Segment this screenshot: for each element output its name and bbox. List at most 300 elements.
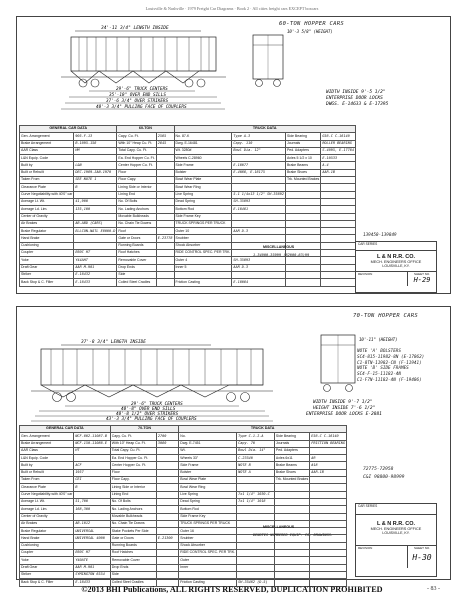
spec-value: ELLCON-NATL E6000-D — [74, 228, 117, 235]
spec-label: Brake Arrangement — [20, 440, 74, 447]
spec-value: 51,700 — [74, 498, 110, 505]
spec-value: E-16481 — [232, 206, 286, 213]
spec-label: Dwg. E-7451 — [179, 440, 237, 447]
table-row — [20, 213, 356, 220]
title-block — [355, 503, 437, 577]
spec-label: Running Boards — [110, 542, 156, 549]
spec-value: E-16432 — [74, 271, 117, 278]
spec-header-general: GENERAL CAR DATA — [20, 426, 111, 433]
spec-value — [156, 447, 178, 454]
spec-label: Average Lt. Wt. — [20, 198, 74, 205]
spec-value: 905-F-13 — [74, 133, 117, 140]
spec-value — [156, 191, 174, 198]
spec-label: Trk. Mounted Brakes — [274, 477, 309, 484]
spec-label: Lining Side or Interior — [110, 484, 156, 491]
spec-label: Built or Rebuilt — [20, 169, 74, 176]
spec-label: Ea. End Hopper Cu. Ft. — [110, 455, 156, 462]
table-row — [20, 147, 356, 154]
spec-value — [156, 220, 174, 227]
spec-value — [237, 484, 275, 491]
table-row — [20, 140, 356, 147]
spec-value — [310, 513, 347, 520]
spec-label: Back Stop & C. Filler — [20, 579, 74, 586]
spec-label: Shock Absorber — [179, 542, 237, 549]
spec-value — [321, 198, 356, 205]
spec-value — [232, 177, 286, 184]
spec-value: 1957 — [74, 469, 110, 476]
spec-label: Side Frame Key — [174, 213, 232, 220]
spec-header-row — [20, 426, 347, 433]
spec-header-tonnage: 60-TON — [117, 126, 174, 133]
spec-value: S-4095, E-17764 — [321, 147, 356, 154]
table-row — [20, 440, 347, 447]
spec-label: Brake Regulator — [20, 228, 74, 235]
spec-value: NOTE A — [237, 469, 275, 476]
spec-value — [74, 455, 110, 462]
spec-label: Outer — [179, 557, 237, 564]
revision-label: REVISION — [356, 546, 408, 568]
spec-table-h30 — [19, 425, 347, 587]
spec-label: AAR Class — [20, 147, 74, 154]
spec-label: Dead Spring — [179, 498, 237, 505]
spec-label: Inner — [179, 564, 237, 571]
spec-value: E60C HT — [74, 250, 117, 257]
spec-header-truck: TRUCK DATA — [174, 126, 355, 133]
table-row — [20, 220, 356, 227]
spec-label: Bolster — [174, 169, 232, 176]
sheet-no-label: SHEET NO. — [413, 546, 431, 550]
spec-label: Side Bearing — [274, 433, 309, 440]
spec-label — [285, 228, 320, 235]
spec-value: AB-ABD (CARS) — [74, 220, 117, 227]
spec-value — [156, 169, 174, 176]
spec-value — [156, 177, 174, 184]
spec-value: 168,300 — [74, 506, 110, 513]
spec-value: 7x1 1/4" 1030-C — [237, 491, 275, 498]
spec-value — [321, 271, 356, 278]
spec-value — [232, 271, 286, 278]
spec-label: Lining Side or Interior — [117, 184, 156, 191]
spec-label: Live Spring — [179, 491, 237, 498]
spec-label: Brake Arrangement — [20, 140, 74, 147]
spec-value: E-23778 — [156, 235, 174, 242]
table-row — [20, 550, 347, 557]
table-row — [20, 542, 347, 549]
spec-label: No. Chain Tie Downs — [117, 220, 156, 227]
spec-header-row — [20, 126, 356, 133]
spec-value: SH-35693 — [232, 257, 286, 264]
spec-label: Stake Pockets Per Side — [110, 528, 156, 535]
spec-label: Air Brakes — [20, 220, 74, 227]
table-row — [20, 271, 356, 278]
spec-label: Center Hopper Cu. Ft. — [117, 162, 156, 169]
spec-value — [310, 542, 347, 549]
spec-value — [321, 191, 356, 198]
dim-height: 10'-11" (HEIGHT) — [359, 337, 398, 342]
spec-value — [74, 191, 117, 198]
table-row — [20, 462, 347, 469]
spec-label: Bowl Wear Plate — [174, 177, 232, 184]
spec-label — [285, 279, 320, 286]
spec-value: E-16433 — [74, 279, 117, 286]
spec-label: No. Of Bolts — [117, 198, 156, 205]
spec-label: Bowl Wear Plate — [179, 477, 237, 484]
spec-label: Floor — [110, 469, 156, 476]
spec-value — [156, 155, 174, 162]
spec-value — [156, 257, 174, 264]
table-row — [20, 191, 356, 198]
spec-label — [274, 513, 309, 520]
spec-label: Dead Spring — [174, 198, 232, 205]
spec-value: AAR-1B — [310, 469, 347, 476]
spec-label: Trk. Mounted Brakes — [285, 177, 320, 184]
spec-value: UNIVERSAL 4000 — [74, 535, 110, 542]
spec-value — [156, 206, 174, 213]
spec-label: Center of Gravity — [20, 213, 74, 220]
spec-label: Movable Bulkheads — [110, 513, 156, 520]
spec-label — [285, 257, 320, 264]
office-name: MECH. ENGINEERS OFFICE — [370, 527, 422, 531]
spec-label — [274, 491, 309, 498]
spec-value: AAR D-3 — [232, 228, 286, 235]
spec-label: Journals — [285, 140, 320, 147]
car-number-series: 72775-72958 — [363, 467, 394, 472]
spec-label: L&N Equip. Code — [20, 455, 74, 462]
spec-value — [310, 498, 347, 505]
table-row — [20, 491, 347, 498]
sheet-title: 60-TON HOPPER CARS — [279, 21, 345, 27]
dim-pulling-face: 43'-3 3/4" PULLING FACE OF COUPLERS — [106, 417, 197, 422]
diagram-sheet-h30 — [16, 306, 451, 584]
spec-label — [285, 191, 320, 198]
spec-value — [156, 477, 178, 484]
spec-value — [156, 571, 178, 578]
spec-value: B — [74, 484, 110, 491]
spec-label: Friction Casting — [179, 579, 237, 586]
note-door-locks: ENTERPRISE DOOR LOCKS E-2881 — [306, 412, 382, 417]
note-door-locks: ENTERPRISE DOOR LOCKS — [326, 96, 383, 101]
spec-label: Coiled Steel Cradles — [110, 579, 156, 586]
spec-label: L&N Equip. Code — [20, 155, 74, 162]
spec-value — [74, 491, 110, 498]
spec-label — [285, 184, 320, 191]
table-row — [20, 162, 356, 169]
spec-value: SH-35693 — [232, 198, 286, 205]
spec-value — [156, 455, 178, 462]
spec-value: AAR-1B — [321, 169, 356, 176]
spec-value — [310, 564, 347, 571]
spec-label: Curve Negotiability-with 40'0" car — [20, 191, 74, 198]
spec-value — [321, 228, 356, 235]
spec-value: B — [74, 184, 117, 191]
spec-label — [274, 550, 309, 557]
spec-value — [310, 550, 347, 557]
spec-value — [310, 477, 347, 484]
spec-label: Brake Beams — [274, 462, 309, 469]
office-city: LOUISVILLE, KY. — [382, 531, 410, 535]
spec-label: Wheels 33" — [179, 455, 237, 462]
spec-label: Yoke — [20, 257, 74, 264]
table-row — [20, 447, 347, 454]
spec-value: E-16077 — [232, 162, 286, 169]
spec-value — [321, 250, 356, 257]
spec-label: Roof Hatches — [117, 250, 156, 257]
spec-label: Coupler — [20, 550, 74, 557]
spec-value — [310, 484, 347, 491]
spec-value: UNIVERSAL — [74, 528, 110, 535]
spec-label — [274, 542, 309, 549]
spec-label: TRUCK SPRINGS PER TRUCK — [179, 520, 237, 527]
spec-label — [285, 206, 320, 213]
spec-value — [156, 162, 174, 169]
spec-value — [321, 206, 356, 213]
spec-label: Gate or Doors — [117, 235, 156, 242]
table-row — [20, 520, 347, 527]
spec-value — [156, 498, 178, 505]
note-width-inside: WIDTH INSIDE 9'-7 1/2" — [313, 400, 373, 405]
spec-label: Taken From — [20, 477, 74, 484]
spec-value — [156, 469, 178, 476]
revision-label: REVISION — [356, 272, 408, 286]
spec-label: Side — [117, 271, 156, 278]
table-row — [20, 477, 347, 484]
spec-value: ACF — [74, 462, 110, 469]
spec-label: Running Boards — [117, 242, 156, 249]
dim-over-end-sills: 40'-8" OVER END SILLS — [121, 407, 176, 412]
spec-label: Built by — [20, 162, 74, 169]
spec-value — [156, 528, 178, 535]
spec-value — [321, 220, 356, 227]
spec-value: 3080 — [156, 440, 178, 447]
table-row — [20, 557, 347, 564]
spec-value — [156, 279, 174, 286]
dim-height: 10'-3 5/8" (HEIGHT) — [287, 29, 333, 34]
spec-value — [156, 550, 178, 557]
table-row — [20, 257, 356, 264]
spec-label: Floor — [117, 169, 156, 176]
spec-label: Roof — [117, 228, 156, 235]
note-width-inside: WIDTH INSIDE 9'-5 1/2" — [326, 90, 386, 95]
spec-value: SH-35482 (D-5) — [237, 579, 275, 586]
spec-label: Drop Ends — [117, 264, 156, 271]
spec-label: Average Ld. Lim. — [20, 506, 74, 513]
spec-value — [74, 542, 110, 549]
dim-over-end-sills: 35'-10" OVER END SILLS — [109, 93, 166, 98]
spec-value: DEC.1969-JAN.1970 — [74, 169, 117, 176]
spec-value — [156, 506, 178, 513]
spec-label: Floor Capy. — [110, 477, 156, 484]
spec-value: 2845 — [156, 140, 174, 147]
spec-value — [156, 228, 174, 235]
table-row — [20, 469, 347, 476]
spec-value — [237, 513, 275, 520]
spec-value — [321, 242, 356, 249]
spec-label: RIDE CONTROL SPEC. PER TRK. — [179, 550, 237, 557]
spec-label: Snubber — [174, 235, 232, 242]
spec-value — [232, 235, 286, 242]
spec-label: No. Chain Tie Downs — [110, 520, 156, 527]
spec-label: Striker — [20, 571, 74, 578]
spec-label: Brake Shoes — [274, 469, 309, 476]
spec-label: Cushioning — [20, 242, 74, 249]
spec-label: Brake Regulator — [20, 528, 74, 535]
spec-value — [156, 557, 178, 564]
spec-label: Built by — [20, 462, 74, 469]
table-row — [20, 264, 356, 271]
company-name: L & N R.R. CO. — [376, 521, 416, 527]
spec-label: Bolster — [179, 469, 237, 476]
spec-label: With 10" Heap Cu. Ft. — [117, 140, 156, 147]
car-number-series: 139450-139849 — [363, 233, 397, 238]
spec-value: 7x1 1/4" 1018 — [237, 498, 275, 505]
table-row — [20, 198, 356, 205]
table-row — [20, 177, 356, 184]
spec-value — [156, 250, 174, 257]
spec-label: Bottom Rod — [179, 506, 237, 513]
spec-label: Bowl Wear Ring — [174, 184, 232, 191]
note-a-bolsters: NOTE 'A' BOLSTERS SC4-815-11982-8N (E-17062) C1-8TN-11982-CN (F-11941) NOTE 'B' SIDE FRAMES SC4-F-15-11182-4N C1-F7N-11182-4N (F-19406) — [357, 349, 425, 383]
spec-label: Striker — [20, 271, 74, 278]
spec-label: Inner 5 — [174, 264, 232, 271]
table-row — [20, 498, 347, 505]
misc-title: MISCELLANEOUS — [263, 525, 295, 529]
spec-value — [156, 147, 174, 154]
sheet-no-label: SHEET NO. — [413, 272, 431, 276]
spec-value — [321, 184, 356, 191]
spec-value — [321, 264, 356, 271]
spec-label: Average Lt. Wt. — [20, 498, 74, 505]
spec-value: NCF-602-11087-B — [74, 433, 110, 440]
spec-label: AAR Class — [20, 447, 74, 454]
spec-value: Y44AHT — [74, 257, 117, 264]
spec-label: No. Of Bolts — [110, 498, 156, 505]
spec-label: Dwg. E-16481 — [174, 140, 232, 147]
spec-label: Axles 5 1/2 x 10 — [285, 155, 320, 162]
spec-label: Axles 6x11 — [274, 455, 309, 462]
spec-label: Capy. Cu. Ft. — [110, 433, 156, 440]
spec-header-tonnage: 70-TON — [110, 426, 179, 433]
spec-value — [321, 177, 356, 184]
spec-value: Type A-3 — [232, 133, 286, 140]
spec-value: 135,100 — [74, 206, 117, 213]
spec-value: L&N — [74, 162, 117, 169]
spec-value: B-1095-158 — [74, 140, 117, 147]
spec-value: E60C HT — [74, 550, 110, 557]
table-row — [20, 484, 347, 491]
spec-label: Center of Gravity — [20, 513, 74, 520]
spec-label — [274, 484, 309, 491]
spec-label: Capy. Cu. Ft. — [117, 133, 156, 140]
spec-value — [237, 564, 275, 571]
spec-label: Snubber — [179, 535, 237, 542]
spec-label: Ea. End Hopper Cu. Ft. — [117, 155, 156, 162]
spec-label: TRUCK SPRINGS PER TRUCK — [174, 220, 232, 227]
spec-value — [321, 213, 356, 220]
spec-value: NOTE B — [237, 462, 275, 469]
spec-value — [321, 257, 356, 264]
table-row — [20, 155, 356, 162]
spec-value — [156, 513, 178, 520]
spec-label: No. Lading Anchors — [110, 506, 156, 513]
spec-value — [310, 520, 347, 527]
spec-value: HM — [74, 147, 117, 154]
spec-label: Total Capy. Cu. Ft. — [117, 147, 156, 154]
spec-label: Floor Capy. — [117, 177, 156, 184]
table-row — [20, 184, 356, 191]
spec-value: SYMINGTON 6554 — [74, 571, 110, 578]
spec-header-general: GENERAL CAR DATA — [20, 126, 117, 133]
spec-label: Center Hopper Cu. Ft. — [110, 462, 156, 469]
spec-value: 2700 — [156, 433, 178, 440]
spec-table-h29 — [19, 125, 356, 287]
spec-value — [237, 506, 275, 513]
spec-value: Capy. 110 — [232, 140, 286, 147]
spec-label: Draft Gear — [20, 564, 74, 571]
spec-value: AB-1012 — [74, 520, 110, 527]
spec-label: Journals — [274, 440, 309, 447]
table-row — [20, 133, 356, 140]
car-series-label: CAR SERIES — [356, 504, 436, 515]
spec-value — [156, 520, 178, 527]
dim-over-strikers: 37'-6 3/4" OVER STRIKERS — [106, 99, 169, 104]
spec-value — [74, 213, 117, 220]
spec-label: Gate or Doors — [110, 535, 156, 542]
spec-value — [310, 447, 347, 454]
table-row — [20, 513, 347, 520]
spec-value: E56-C C-16140 — [310, 433, 347, 440]
spec-label: Wt. 3280# — [174, 147, 232, 154]
spec-label: Wheels C-28960 — [174, 155, 232, 162]
spec-value — [321, 235, 356, 242]
spec-value — [310, 571, 347, 578]
spec-label: Bowl Wear Ring — [179, 484, 237, 491]
company-name: L & N R.R. CO. — [376, 254, 416, 260]
spec-value: CEI — [74, 477, 110, 484]
spec-value: FRICTION BEARING — [310, 440, 347, 447]
dim-truck-centers: 29'-6" TRUCK CENTERS — [116, 87, 168, 92]
spec-label: Lining End — [110, 491, 156, 498]
spec-value — [237, 477, 275, 484]
spec-value — [74, 513, 110, 520]
spec-value — [321, 279, 356, 286]
misc-title: MISCELLANEOUS — [263, 245, 295, 249]
spec-value: A-4 — [321, 162, 356, 169]
spec-label — [285, 235, 320, 242]
spec-label — [285, 213, 320, 220]
table-row — [20, 506, 347, 513]
spec-label: Coupler — [20, 250, 74, 257]
spec-value — [156, 271, 174, 278]
misc-text: 1.34000-35999 (82000-83)99 — [253, 253, 310, 257]
spec-value: E-16084 — [232, 279, 286, 286]
dim-length-inside: 37'-8 3/4" LENGTH INSIDE — [81, 340, 147, 345]
spec-value: G56-C C-16140 — [321, 133, 356, 140]
spec-label: Coiled Steel Cradles — [117, 279, 156, 286]
title-block — [355, 241, 437, 293]
spec-value: AR — [310, 455, 347, 462]
spec-label — [179, 571, 237, 578]
spec-label — [274, 564, 309, 571]
spec-label: Outer 16 — [179, 528, 237, 535]
page-header: Louisville & Nashville · 1979 Freight Car Diagrams · Book 2 · All cities freight cars EXCEPT boxcars — [145, 6, 319, 11]
spec-label — [174, 271, 232, 278]
spec-label: Bottom Rod — [174, 206, 232, 213]
spec-label: Friction Casting — [174, 279, 232, 286]
spec-label — [285, 271, 320, 278]
table-row — [20, 433, 347, 440]
spec-label: Outer 4 — [174, 257, 232, 264]
spec-value: Capy. 70 — [237, 440, 275, 447]
